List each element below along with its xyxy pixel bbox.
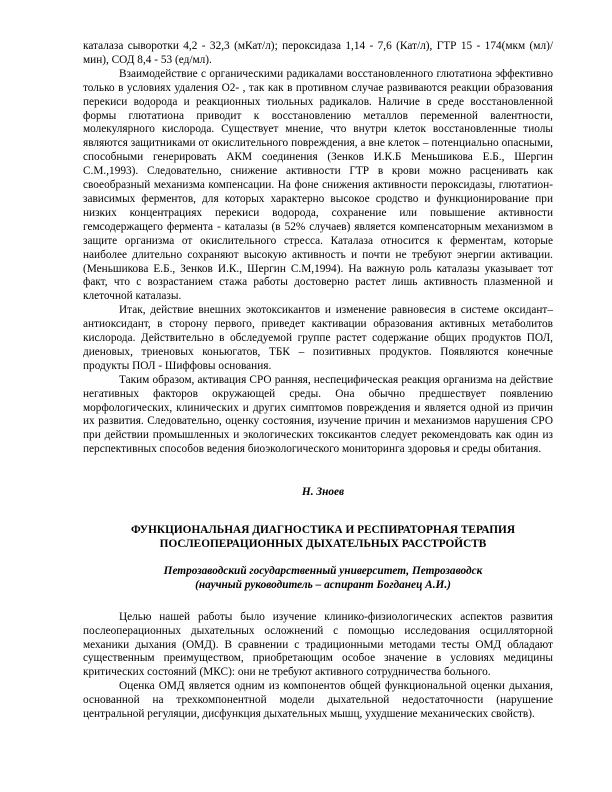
- paragraph-omd-assessment: Оценка ОМД является одним из компонентов общей функциональной оценки дыхания, основанной на трехкомпонентной модели дыхательной недостаточности (нарушение центральной регуляции, дисфункция дыхательных мышц, ухудшение механических свойств).: [83, 680, 553, 721]
- article-title: [83, 524, 553, 552]
- paragraph-glutathione: Взаимодействие с органическими радикалами восстановленного глютатиона эффективно только в условиях удаления О2- , так как в противном случае развиваются реакции образования перекиси водорода и реакционных тиольных радикалов. Наличие в среде восстановленной формы глютатиона приводит к восстановлению металлов переменной валентности, молекулярного кислорода. Существует мнение, что внутри клеток восстановленные тиолы являются защитниками от окислительного повреждения, а вне клеток – потенциально опасными, способными генерировать АКМ соединения (Зенков И.К.Б Меньшикова Е.Б., Шергин С.М.,1993). Следовательно, снижение активности ГТР в крови можно расценивать как своеобразный механизма компенсации. На фоне снижения активности пероксидазы, глютатион-зависимых ферментов, для которых характерно высокое сродство и функционирование при низких концентрациях перекиси водорода, сохранение или повышение активности гемсодержащего фермента - каталазы (в 52% случаев) является компенсаторным механизмом в защите организма от окислительного стресса. Каталаза относится к ферментам, которые наиболее длительно сохраняют высокую активность и почти не требуют энергии активации. (Меньшикова Е.Б., Зенков И.К., Шергин С.М,1994). На важную роль каталазы указывает тот факт, что с возрастанием стажа работы достоверно растет лишь активность плазменной и клеточной каталазы.: [83, 67, 553, 303]
- paragraph-summary-sro: Таким образом, активация СРО ранняя, неспецифическая реакция организма на действие негативных факторов окружающей среды. Она обычно предшествует появлению морфологических, клинических и других симптомов повреждения и является одной из причин их развития. Следовательно, оценку состояния, изучение причин и механизмов нарушения СРО при действии промышленных и экологических токсикантов следует рекомендовать как один из перспективных способов ведения биоэкологического мониторинга здоровья и среды обитания.: [83, 373, 553, 456]
- paragraph-aim: Целью нашей работы было изучение клинико-физиологических аспектов развития послеоперационных дыхательных осложнений с помощью исследования осцилляторной механики дыхания (ОМД). В сравнении с традиционными методами тесты ОМД обладают существенным преимуществом, приобретающим особое значение в условиях медицины критических состояний (МКС): они не требуют активного сотрудничества больного.: [83, 610, 553, 679]
- article-title-line-1: ФУНКЦИОНАЛЬНАЯ ДИАГНОСТИКА И РЕСПИРАТОРНАЯ ТЕРАПИЯ: [130, 524, 516, 537]
- document-page: [83, 40, 553, 722]
- paragraph-conclusion-ecotoxicants: Итак, действие внешних экотоксикантов и изменение равновесия в системе оксидант–антиоксидант, в сторону первого, приведет кактивации образования активных метаболитов кислорода. Действительно в обследуемой группе растет содержание общих продуктов ПОЛ, диеновых, триеновых коньюгатов, ТБК – позитивных продуктов. Появляются конечные продукты ПОЛ - Шиффовы основания.: [83, 304, 553, 372]
- affiliation-line-2: (научный руководитель – аспирант Богданец А.И.): [195, 578, 451, 591]
- article-title-line-2: ПОСЛЕОПЕРАЦИОННЫХ ДЫХАТЕЛЬНЫХ РАССТРОЙСТВ: [159, 538, 487, 550]
- article-affiliation: [83, 565, 553, 593]
- affiliation-line-1: Петрозаводский государственный университет, Петрозаводск: [163, 564, 483, 577]
- article-author: Н. Зноев: [301, 486, 345, 499]
- paragraph-continuation: каталаза сыворотки 4,2 - 32,3 (мКат/л); пероксидаза 1,14 - 7,6 (Кат/л), ГТР 15 - 174(мкм (мл)/мин), СОД 8,4 - 53 (ед/мл).: [83, 40, 553, 66]
